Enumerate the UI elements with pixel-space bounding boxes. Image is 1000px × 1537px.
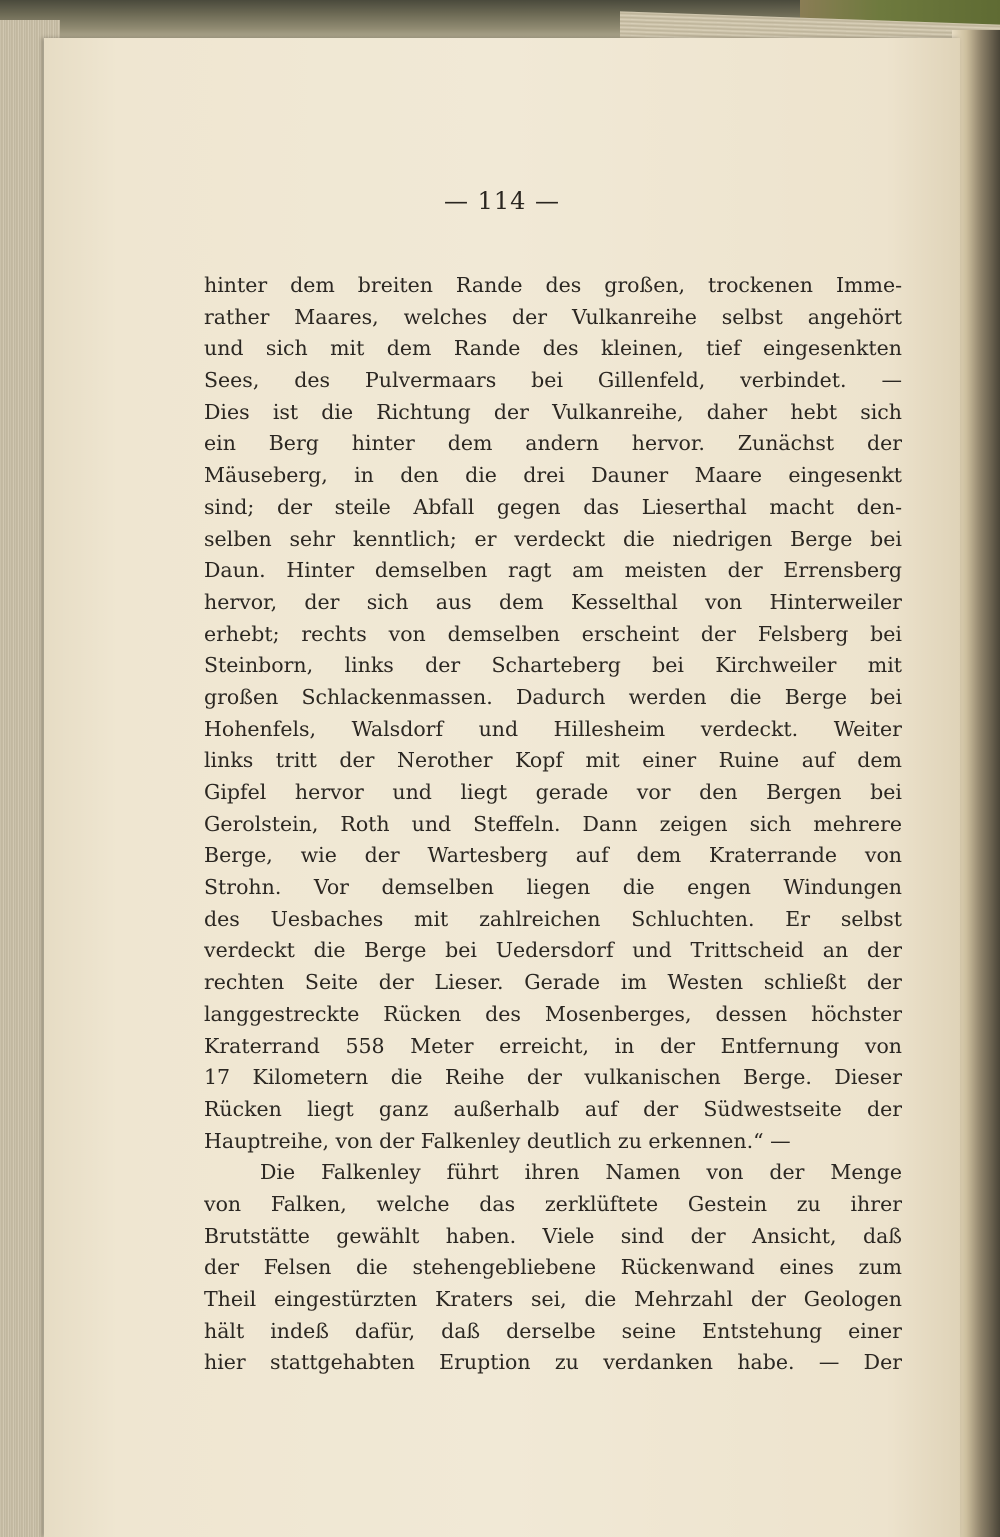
text-line: links tritt der Nerother Kopf mit einer Ruine auf dem (204, 748, 902, 773)
text-line: erhebt; rechts von demselben erscheint der Felsberg bei (204, 621, 902, 646)
text-line: Hauptreihe, von der Falkenley deutlich zu erkennen.“ — (204, 1128, 791, 1153)
text-line: sind; der steile Abfall gegen das Lieserthal macht den- (204, 494, 902, 519)
text-line: der Felsen die stehengebliebene Rückenwand eines zum (204, 1255, 902, 1280)
body-text (204, 270, 902, 1379)
text-line: des Uesbaches mit zahlreichen Schluchten. Er selbst (204, 906, 902, 931)
text-line: Steinborn, links der Scharteberg bei Kirchweiler mit (204, 653, 902, 678)
text-line: selben sehr kenntlich; er verdeckt die niedrigen Berge bei (204, 526, 902, 551)
text-line: 17 Kilometern die Reihe der vulkanischen Berge. Dieser (204, 1065, 902, 1090)
text-line: großen Schlackenmassen. Dadurch werden die Berge bei (204, 684, 902, 709)
text-line: Gerolstein, Roth und Steffeln. Dann zeigen sich mehrere (204, 811, 902, 836)
text-line: Sees, des Pulvermaars bei Gillenfeld, verbindet. — (204, 368, 902, 393)
text-line: hinter dem breiten Rande des großen, trockenen Imme- (204, 273, 902, 297)
text-line: ein Berg hinter dem andern hervor. Zunächst der (204, 431, 902, 456)
text-line: hält indeß dafür, daß derselbe seine Entstehung einer (204, 1318, 902, 1343)
text-line: und sich mit dem Rande des kleinen, tief eingesenkten (204, 336, 902, 361)
text-line: Rücken liegt ganz außerhalb auf der Südwestseite der (204, 1096, 902, 1121)
text-line: Hohenfels, Walsdorf und Hillesheim verdeckt. Weiter (204, 716, 902, 741)
book-page (44, 38, 960, 1537)
text-line: rather Maares, welches der Vulkanreihe selbst angehört (204, 304, 902, 329)
text-line: Daun. Hinter demselben ragt am meisten der Errensberg (204, 558, 902, 583)
text-line: Gipfel hervor und liegt gerade vor den Bergen bei (204, 780, 902, 804)
text-line: Strohn. Vor demselben liegen die engen Windungen (204, 875, 902, 900)
text-line: Kraterrand 558 Meter erreicht, in der Entfernung von (204, 1033, 902, 1058)
text-line: Berge, wie der Wartesberg auf dem Kraterrande von (204, 843, 902, 868)
text-line: Brutstätte gewählt haben. Viele sind der Ansicht, daß (204, 1223, 902, 1248)
text-line: langgestreckte Rücken des Mosenberges, dessen höchster (204, 1001, 902, 1026)
text-line: Mäuseberg, in den die drei Dauner Maare eingesenkt (204, 463, 902, 488)
text-line: hervor, der sich aus dem Kesselthal von Hinterweiler (204, 589, 902, 614)
text-line: Dies ist die Richtung der Vulkanreihe, daher hebt sich (204, 399, 902, 424)
text-line: von Falken, welche das zerklüftete Gestein zu ihrer (204, 1191, 902, 1216)
page-number: — 114 — (443, 187, 561, 215)
text-line: rechten Seite der Lieser. Gerade im Westen schließt der (204, 970, 902, 995)
text-line: Theil eingestürzten Kraters sei, die Mehrzahl der Geologen (204, 1287, 902, 1311)
text-line: verdeckt die Berge bei Uedersdorf und Trittscheid an der (204, 938, 902, 963)
text-line: Die Falkenley führt ihren Namen von der Menge (260, 1160, 902, 1185)
text-line: hier stattgehabten Eruption zu verdanken habe. — Der (204, 1350, 902, 1375)
